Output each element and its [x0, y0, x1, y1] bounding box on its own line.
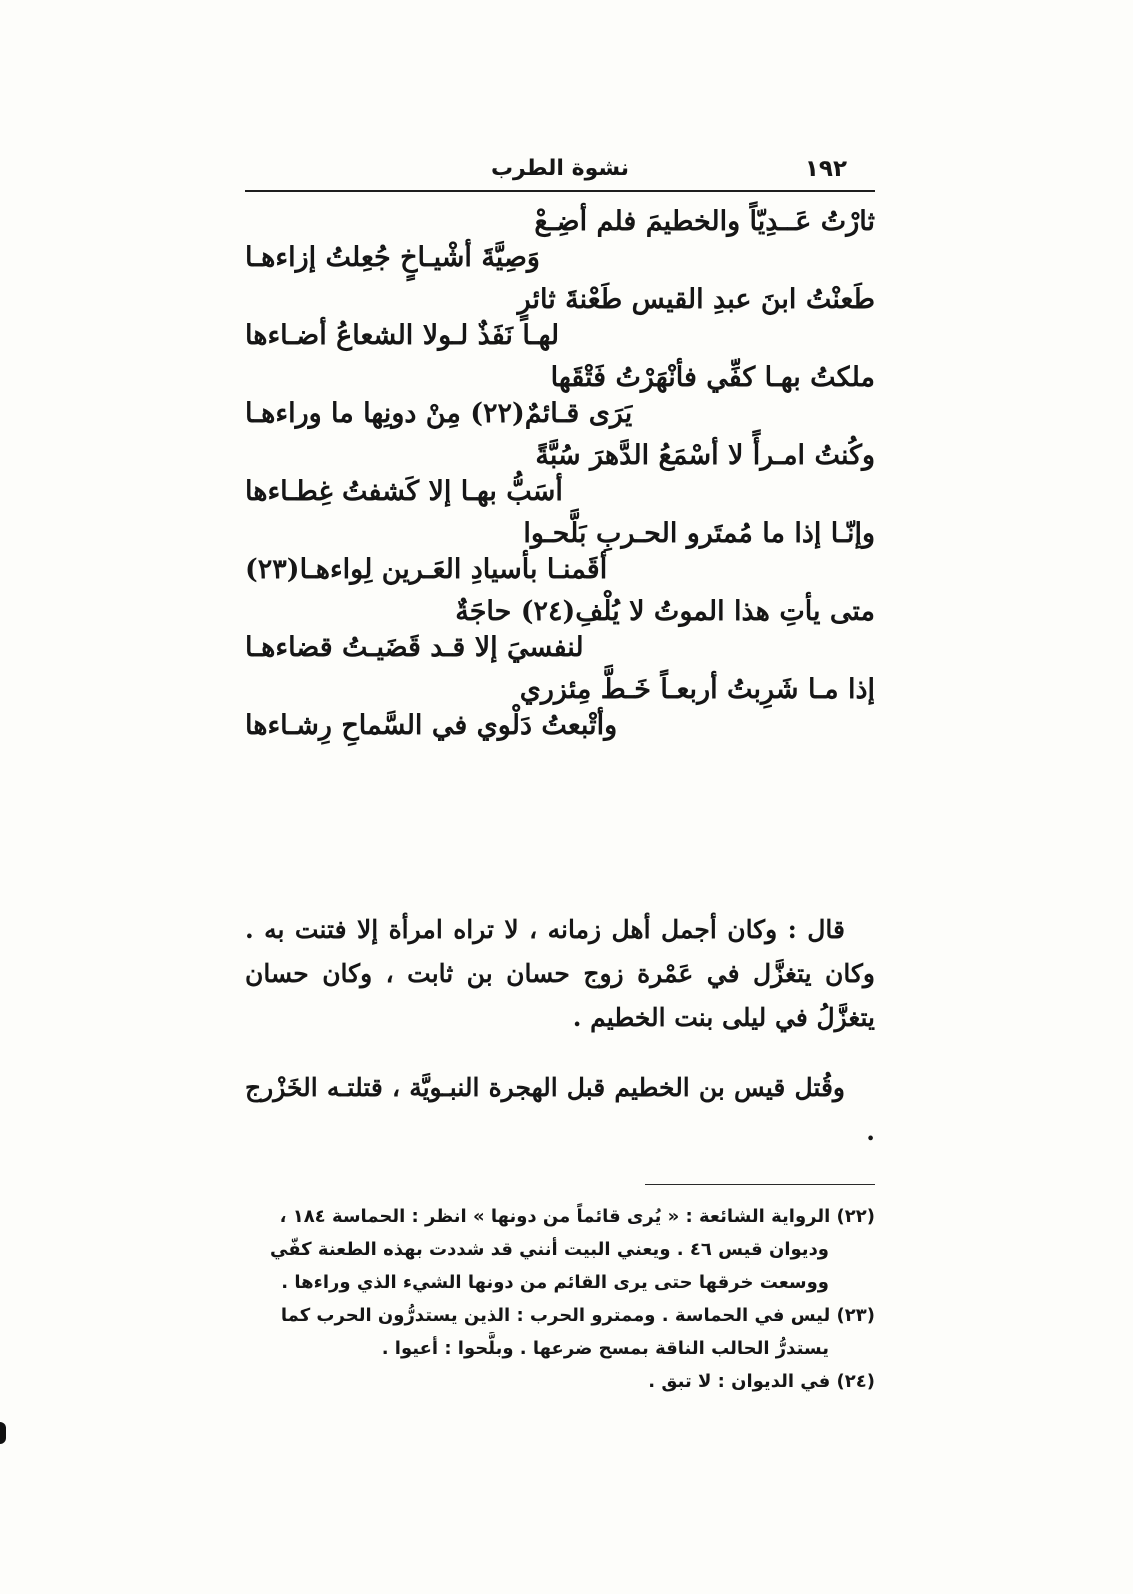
verse	[245, 434, 875, 512]
running-title: نشوة الطرب	[490, 156, 630, 181]
footnote-23	[245, 1299, 875, 1365]
footnote-line: وديوان قيس ٤٦ . ويعني البيت أنني قد شددت بهذه الطعنة كفّي	[270, 1239, 829, 1260]
verse-second-hemistich: يَرَى قـائمٌ(٢٢) مِنْ دونِها ما وراءهـا	[245, 398, 633, 429]
verse-second-hemistich: أقَمنـا بأسيادِ العَـرين لِواءهـا(٢٣)	[245, 554, 608, 585]
footnote-line: يستدرُّ الحالب الناقة بمسح ضرعها . وبلَّحوا : أعيوا .	[381, 1338, 829, 1359]
footnote-line: (٢٤) في الديوان : لا تبق .	[648, 1371, 875, 1392]
footnote-divider	[645, 1184, 875, 1185]
poem	[245, 200, 875, 746]
verse	[245, 200, 875, 278]
verse-second-hemistich: أسَبُّ بهـا إلا كَشفتُ غِطـاءها	[245, 476, 563, 507]
verse-second-hemistich: وأتْبعتُ دَلْوي في السَّماحِ رِشـاءها	[245, 710, 618, 741]
page-number: ١٩٢	[804, 156, 847, 182]
verse	[245, 668, 875, 746]
prose-paragraph: قال : وكان أجمل أهل زمانه ، لا تراه امرأة إلا فتنت به . وكان يتغزَّل في عَمْرة زوج حسان بن ثابت ، وكان حسان يتغزَّلُ في ليلى بنت الخطيم .	[245, 915, 875, 1032]
verse-first-hemistich: وكُنتُ امـرأً لا أسْمَعُ الدَّهرَ سُبَّةً	[535, 440, 875, 471]
verse-second-hemistich: وَصِيَّةَ أشْيـاخٍ جُعِلتُ إزاءهـا	[245, 242, 540, 273]
verse	[245, 590, 875, 668]
footnote-22	[245, 1200, 875, 1299]
verse-first-hemistich: متى يأتِ هذا الموتُ لا يُلْفِ(٢٤) حاجَةٌ	[455, 596, 875, 627]
footnote-line: (٢٢) الرواية الشائعة : « يُرى قائماً من دونها » انظر : الحماسة ١٨٤ ،	[279, 1206, 875, 1227]
verse-first-hemistich: طَعنْتُ ابنَ عبدِ القيس طَعْنةَ ثائرٍ	[517, 284, 875, 315]
verse-first-hemistich: ملكتُ بهـا كفِّي فأنْهَرْتُ فَتْقَها	[550, 362, 875, 393]
footnote-line: ووسعت خرقها حتى يرى القائم من دونها الشيء الذي وراءها .	[281, 1272, 829, 1293]
verse-first-hemistich: وإنّـا إذا ما مُمتَرو الحـربِ بَلَّحـوا	[523, 518, 875, 549]
page-header	[245, 150, 875, 192]
footnotes	[245, 1200, 875, 1398]
verse-second-hemistich: لهـا نَفَذٌ لـولا الشعاعُ أضـاءها	[245, 320, 560, 351]
footnote-24	[245, 1365, 875, 1398]
verse	[245, 356, 875, 434]
scan-edge-mark	[0, 1422, 6, 1444]
footnote-line: (٢٣) ليس في الحماسة . وممترو الحرب : الذين يستدرُّون الحرب كما	[280, 1305, 875, 1326]
verse-first-hemistich: ثارْتُ عَــدِيّاً والخطيمَ فلم أضِـعْ	[534, 206, 875, 237]
prose-body	[245, 908, 875, 1154]
verse-first-hemistich: إذا مـا شَرِبتُ أربعـاً خَـطَّ مِئزري	[519, 674, 875, 705]
prose-paragraph: وقُتل قيس بن الخطيم قبل الهجرة النبـويَّة ، قتلتـه الخَزْرج .	[245, 1073, 875, 1146]
verse-second-hemistich: لنفسيَ إلا قـد قَضَيـتُ قضاءهـا	[245, 632, 584, 663]
verse	[245, 512, 875, 590]
verse	[245, 278, 875, 356]
